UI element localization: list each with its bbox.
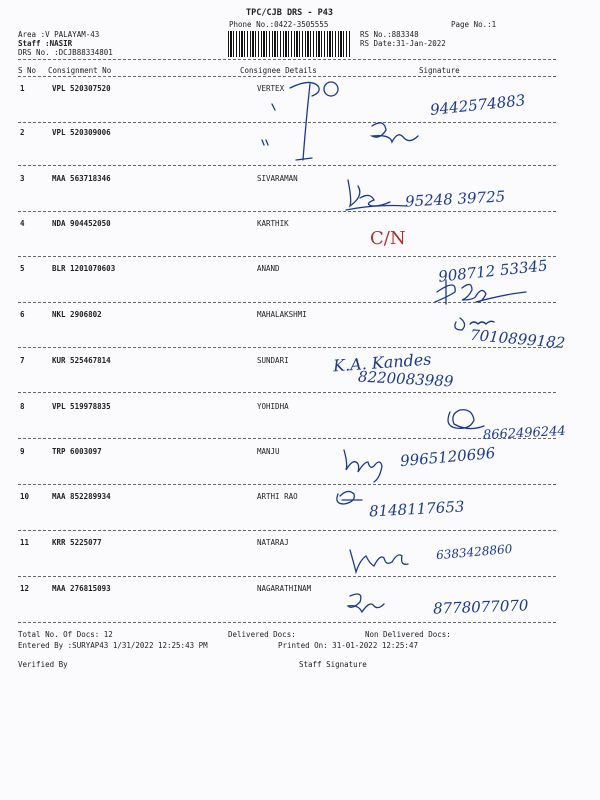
- row-consignee: MANJU: [257, 447, 280, 456]
- printed-on: Printed On: 31-01-2022 12:25:47: [278, 641, 418, 650]
- row10-handwritten-phone: 8148117653: [368, 497, 465, 521]
- row4-handwritten-note: C/N: [370, 228, 406, 249]
- row-sno: 7: [20, 356, 25, 365]
- row10-signature: [337, 491, 362, 504]
- row-sno: 6: [20, 310, 25, 319]
- row-sno: 5: [20, 264, 25, 273]
- row1-signature-loop: [324, 82, 338, 96]
- row11-handwritten-phone: 6383428860: [435, 541, 513, 563]
- phone-number: Phone No.:0422-3505555: [229, 20, 329, 29]
- row-sno: 9: [20, 447, 25, 456]
- row-consignee: VERTEX: [257, 84, 285, 93]
- row1-handwritten-phone: 9442574883: [429, 91, 527, 119]
- ink-mark: [262, 104, 275, 145]
- row-consignment: MAA 276815093: [52, 584, 111, 593]
- column-signature: Signature: [419, 66, 460, 75]
- row-consignment: VPL 519978835: [52, 402, 111, 411]
- row-sno: 2: [20, 128, 25, 137]
- row9-handwritten-phone: 9965120696: [399, 443, 497, 471]
- row6-handwritten-phone: 7010899182: [469, 325, 567, 353]
- row-consignee: NAGARATHINAM: [257, 584, 312, 593]
- row-consignment: TRP 6003097: [52, 447, 102, 456]
- row-consignee: NATARAJ: [257, 538, 289, 547]
- row-consignee: KARTHIK: [257, 219, 289, 228]
- row-sno: 11: [20, 538, 30, 547]
- row11-signature: [350, 550, 408, 572]
- row-consignee: ARTHI RAO: [257, 492, 298, 501]
- row-consignment: NKL 2906802: [52, 310, 102, 319]
- row-sno: 10: [20, 492, 30, 501]
- row-sno: 8: [20, 402, 25, 411]
- area-label: Area :V PALAYAM-43: [18, 30, 100, 39]
- row-consignee: SUNDARI: [257, 356, 289, 365]
- row-consignment: KRR 5225077: [52, 538, 102, 547]
- row-consignment: BLR 1201070603: [52, 264, 116, 273]
- row-sno: 1: [20, 84, 25, 93]
- row-consignment: VPL 520307520: [52, 84, 111, 93]
- row-consignment: MAA 852289934: [52, 492, 111, 501]
- rs-number: RS No.:883348: [360, 30, 419, 39]
- row-sno: 4: [20, 219, 25, 228]
- drs-number: DRS No. :DCJB88334801: [18, 48, 113, 57]
- column-sno: S No: [18, 66, 37, 75]
- row3-handwritten-phone: 95248 39725: [404, 187, 506, 211]
- row-consignment: MAA 563718346: [52, 174, 111, 183]
- row-consignment: VPL 520309006: [52, 128, 111, 137]
- row3-signature: [346, 180, 406, 210]
- row-sno: 3: [20, 174, 25, 183]
- row-consignee: ANAND: [257, 264, 280, 273]
- rs-date: RS Date:31-Jan-2022: [360, 39, 446, 48]
- row7-handwritten-phone: 8220083989: [357, 367, 454, 391]
- row2-signature: [372, 123, 418, 142]
- row-consignee: YOHIDHA: [257, 402, 289, 411]
- staff-label: Staff :NASIR: [18, 39, 73, 48]
- row8-handwritten-phone: 8662496244: [482, 423, 567, 444]
- entered-by: Entered By :SURYAP43 1/31/2022 12:25:43 PM: [18, 641, 208, 650]
- row-consignee: MAHALAKSHMI: [257, 310, 307, 319]
- row12-handwritten-phone: 8778077070: [432, 596, 529, 618]
- row5-handwritten-phone: 908712 53345: [437, 256, 549, 286]
- staff-signature: Staff Signature: [299, 660, 367, 669]
- delivered-docs: Delivered Docs:: [228, 630, 296, 639]
- row12-signature: [348, 594, 384, 612]
- column-consignment: Consignment No: [48, 66, 112, 75]
- non-delivered-docs: Non Delivered Docs:: [365, 630, 451, 639]
- row-consignment: KUR 525467814: [52, 356, 111, 365]
- row7-handwritten-name: K.A. Kandes: [332, 349, 433, 376]
- verified-by: Verified By: [18, 660, 68, 669]
- row8-signature: [448, 410, 484, 429]
- row-consignment: NDA 904452050: [52, 219, 111, 228]
- row-sno: 12: [20, 584, 30, 593]
- document-title: TPC/CJB DRS - P43: [246, 8, 333, 18]
- row9-signature: [344, 450, 382, 482]
- row1-signature-stroke: [290, 82, 319, 160]
- total-docs: Total No. Of Docs: 12: [18, 630, 113, 639]
- column-consignee: Consignee Details: [240, 66, 317, 75]
- page-number: Page No.:1: [451, 20, 497, 29]
- row-consignee: SIVARAMAN: [257, 174, 298, 183]
